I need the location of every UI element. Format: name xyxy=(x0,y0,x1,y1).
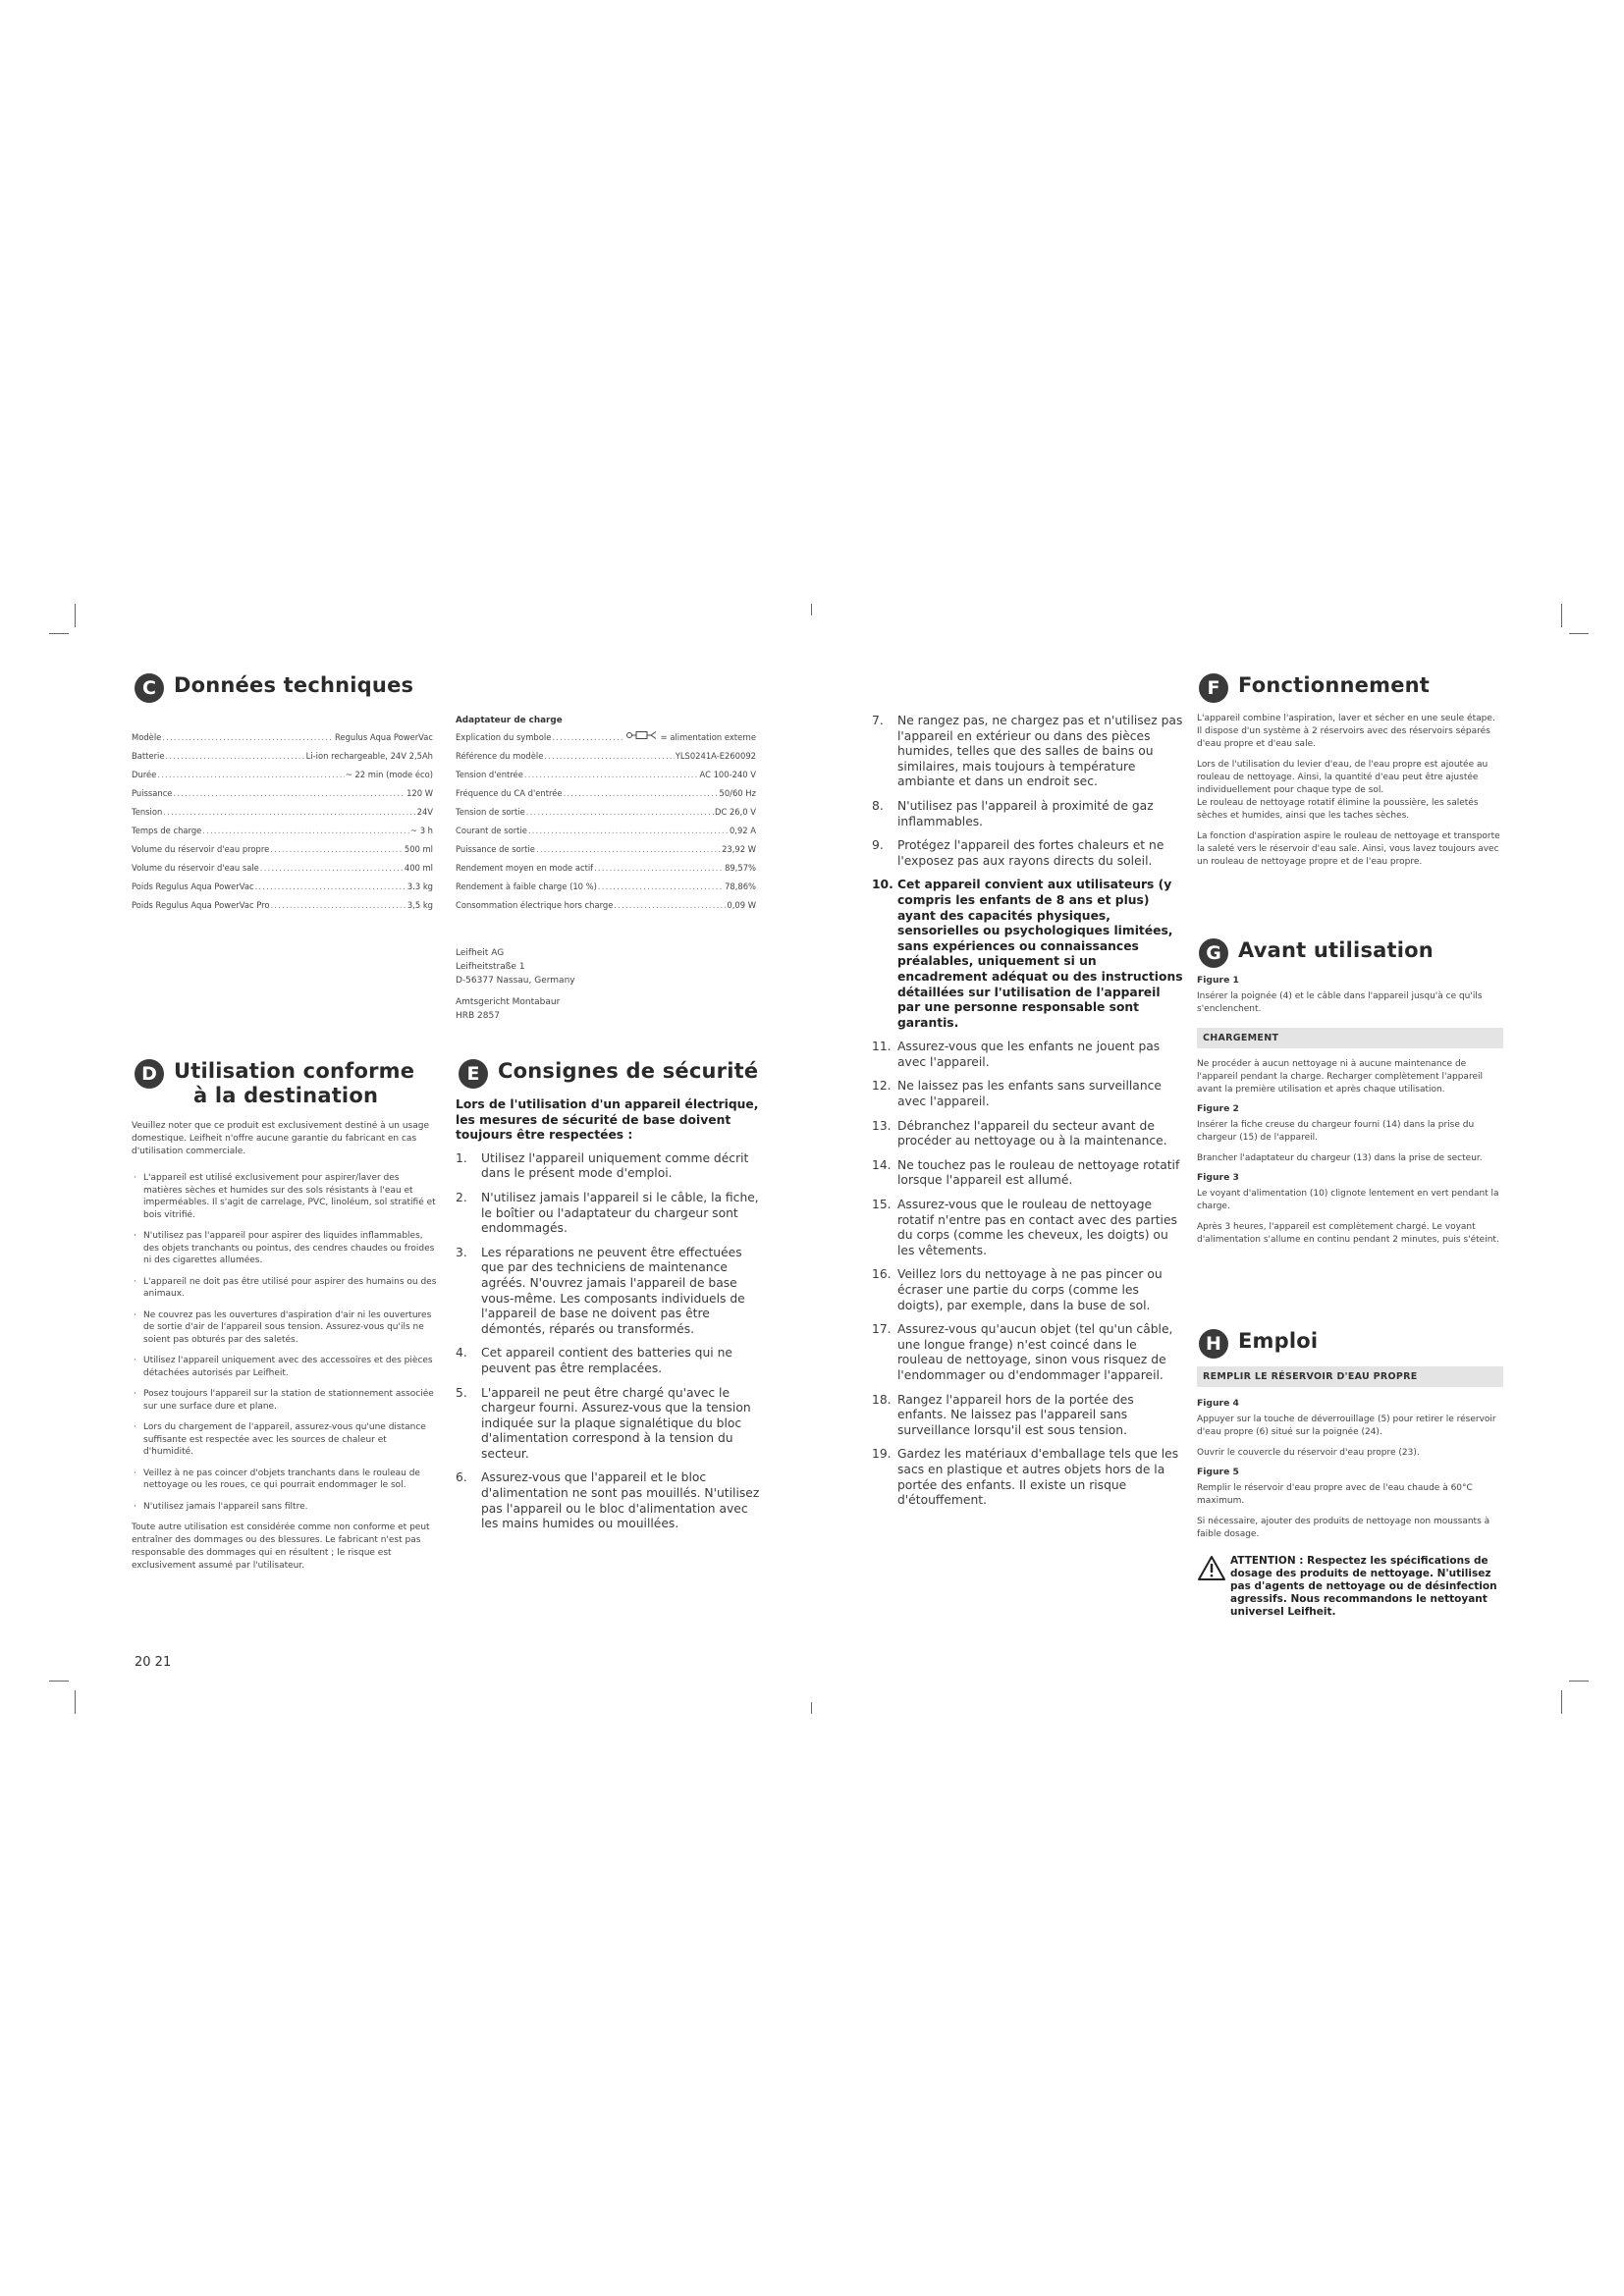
section-title: Consignes de sécurité xyxy=(498,1059,759,1083)
paragraph: Ne procéder à aucun nettoyage ni à aucune maintenance de l'appareil pendant la charge. Recharger complètement l'appareil avant la première utilisation et après chaque utilisation. xyxy=(1197,1059,1483,1095)
section-badge: C xyxy=(135,673,164,703)
paragraph: Appuyer sur la touche de déverrouillage (5) pour retirer le réservoir d'eau propre (6) situé sur la poignée (24). xyxy=(1197,1415,1496,1437)
external-power-symbol-icon xyxy=(625,728,659,747)
crop-mark xyxy=(75,1690,76,1714)
list-item: 14. Ne touchez pas le rouleau de nettoyage rotatif lorsque l'appareil est allumé. xyxy=(872,1157,1180,1188)
list-item: 19. Gardez les matériaux d'emballage tels que les sacs en plastique et autres objets hors de la portée des enfants. Il existe un risque d'étouffement. xyxy=(872,1447,1179,1508)
figure-label: Figure 5 xyxy=(1197,1467,1239,1477)
list-item: 9. Protégez l'appareil des fortes chaleurs et ne l'exposez pas aux rayons directs du soleil. xyxy=(872,838,1164,868)
section-badge: G xyxy=(1199,938,1228,968)
list-item: 8. N'utilisez pas l'appareil à proximité de gaz inflammables. xyxy=(872,798,1154,828)
list-item: · N'utilisez jamais l'appareil sans filtre. xyxy=(132,1501,438,1514)
warning-triangle-icon xyxy=(1197,1555,1230,1619)
spec-row: Temps de charge ..... ~ 3 h xyxy=(132,822,433,840)
page-numbers: 20 21 xyxy=(135,1655,172,1670)
list-item: 11. Assurez-vous que les enfants ne jouent pas avec l'appareil. xyxy=(872,1040,1161,1069)
subsection-bar: CHARGEMENT xyxy=(1197,1028,1503,1048)
paragraph: Lors de l'utilisation du levier d'eau, de l'eau propre est ajoutée au rouleau de nettoyage. Ainsi, la quantité d'eau peut être ajustée individuellement pour chaque type de sol. xyxy=(1197,760,1489,795)
section-badge: D xyxy=(135,1059,164,1089)
crop-mark xyxy=(1569,1681,1589,1682)
section-badge: E xyxy=(459,1059,488,1089)
spec-row: Poids Regulus Aqua PowerVac ..... 3.3 kg xyxy=(132,878,433,896)
crop-mark xyxy=(49,1681,69,1682)
spec-row: Volume du réservoir d'eau propre ..... 500 ml xyxy=(132,840,433,859)
figure-label: Figure 2 xyxy=(1197,1103,1239,1114)
section-d-heading xyxy=(135,1059,414,1108)
spec-row: Batterie ..... Li-ion rechargeable, 24V 2,5Ah xyxy=(132,747,433,766)
paragraph: Insérer la poignée (4) et le câble dans l'appareil jusqu'à ce qu'ils s'enclenchent. xyxy=(1197,991,1483,1014)
section-title: Données techniques xyxy=(174,673,414,697)
paragraph: Brancher l'adaptateur du chargeur (13) dans la prise de secteur. xyxy=(1197,1153,1483,1163)
paragraph: L'appareil combine l'aspiration, laver et sécher en une seule étape. Il dispose d'un système à 2 réservoirs avec des réservoirs séparés d'eau propre et d'eau sale. xyxy=(1197,714,1495,749)
section-g-body xyxy=(1197,974,1503,1255)
adapter-row: Fréquence du CA d'entrée ..... 50/60 Hz xyxy=(456,784,756,803)
crop-mark xyxy=(811,1702,812,1714)
crop-mark xyxy=(75,604,76,627)
adapter-row: Rendement moyen en mode actif ..... 89,57% xyxy=(456,859,756,878)
spec-row: Volume du réservoir d'eau sale ..... 400 ml xyxy=(132,859,433,878)
adapter-row: Consommation électrique hors charge ..... 0,09 W xyxy=(456,896,756,915)
adapter-row: Référence du modèle ..... YLS0241A-E260092 xyxy=(456,747,756,766)
crop-mark xyxy=(49,633,69,634)
paragraph: Le voyant d'alimentation (10) clignote lentement en vert pendant la charge. xyxy=(1197,1189,1499,1211)
safety-list-continued xyxy=(872,714,1184,1509)
adapter-row: Rendement à faible charge (10 %) ..... 78,86% xyxy=(456,878,756,896)
paragraph: Le rouleau de nettoyage rotatif élimine la poussière, les saletés sèches et humides, ainsi que les taches sèches. xyxy=(1197,798,1479,821)
paragraph: Remplir le réservoir d'eau propre avec de l'eau chaude à 60°C maximum. xyxy=(1197,1483,1473,1506)
list-item: 4. Cet appareil contient des batteries qui ne peuvent pas être remplacées. xyxy=(456,1346,732,1375)
section-d-body xyxy=(132,1120,438,1580)
warning-text: ATTENTION : Respectez les spécifications de dosage des produits de nettoyage. N'utilisez pas d'agents de nettoyage ou de désinfection agressifs. Nous recommandons le nettoyant universel Leifheit. xyxy=(1230,1555,1497,1618)
list-item: 6. Assurez-vous que l'appareil et le bloc d'alimentation ne sont pas mouillés. N'utilisez pas l'appareil ou le bloc d'alimentation avec les mains humides ou mouillées. xyxy=(456,1470,760,1531)
list-item: 12. Ne laissez pas les enfants sans surveillance avec l'appareil. xyxy=(872,1079,1162,1109)
adapter-row: Puissance de sortie ..... 23,92 W xyxy=(456,840,756,859)
section-c-heading xyxy=(135,673,413,703)
subsection-bar: REMPLIR LE RÉSERVOIR D'EAU PROPRE xyxy=(1197,1366,1503,1387)
list-item: 7. Ne rangez pas, ne chargez pas et n'utilisez pas l'appareil en extérieur ou dans des pièces humides, telles que des salles de bains ou similaires, mais toujours à température ambiante et dans un endroit sec. xyxy=(872,714,1183,789)
company-address: Leifheit AG Leifheitstraße 1 D-56377 Nassau, Germany Amtsgericht Montabaur HRB 2857 xyxy=(456,948,575,1021)
list-item: 15. Assurez-vous que le rouleau de nettoyage rotatif n'entre pas en contact avec des parties du corps (comme les cheveux, les doigts) ou les vêtements. xyxy=(872,1198,1177,1257)
section-title: à la destination xyxy=(193,1084,379,1107)
section-e-body xyxy=(456,1097,768,1541)
section-title: Fonctionnement xyxy=(1238,673,1431,697)
section-badge: F xyxy=(1199,673,1228,703)
adapter-row: Tension de sortie ..... DC 26,0 V xyxy=(456,803,756,822)
section-g-heading xyxy=(1199,938,1434,968)
list-item: · L'appareil est utilisé exclusivement pour aspirer/laver des matières sèches et humides sur des sols résistants à l'eau et imperméables. Il s'agit de carrelage, PVC, linoléum, sol stratifié et bois vitrifié. xyxy=(132,1172,438,1221)
list-item: 5. L'appareil ne peut être chargé qu'avec le chargeur fourni. Assurez-vous que la tension indiquée sur la plaque signalétique du bloc d'alimentation correspond à la tension du secteur. xyxy=(456,1385,751,1461)
adapter-heading: Adaptateur de charge xyxy=(456,716,563,725)
section-e-continued xyxy=(872,714,1184,1518)
warning-notice xyxy=(1197,1555,1503,1619)
adapter-row: Explication du symbole ..... = alimentation externe xyxy=(456,728,756,747)
crop-mark xyxy=(1561,1690,1562,1714)
spec-row: Puissance ..... 120 W xyxy=(132,784,433,803)
list-item: · Utilisez l'appareil uniquement avec des accessoires et des pièces détachées autorisés par Leifheit. xyxy=(132,1355,438,1379)
adapter-table xyxy=(456,713,756,915)
section-title: Emploi xyxy=(1238,1329,1319,1353)
section-e-heading xyxy=(459,1059,758,1089)
paragraph: La fonction d'aspiration aspire le rouleau de nettoyage et transporte la saleté vers le réservoir d'eau sale. Ainsi, vous lavez toujours avec un rouleau de nettoyage propre et de l'eau propre. xyxy=(1197,831,1500,867)
safety-intro: Lors de l'utilisation d'un appareil électrique, les mesures de sécurité de base doivent toujours être respectées : xyxy=(456,1097,759,1143)
paragraph: Veuillez noter que ce produit est exclusivement destiné à un usage domestique. Leifheit n'offre aucune garantie du fabricant en cas d'utilisation commerciale. xyxy=(132,1121,429,1156)
spec-row: Modèle ..... Regulus Aqua PowerVac xyxy=(132,728,433,747)
spec-row: Poids Regulus Aqua PowerVac Pro ..... 3,5 kg xyxy=(132,896,433,915)
paragraph: Après 3 heures, l'appareil est complètement chargé. Le voyant d'alimentation s'allume en continu pendant 2 minutes, puis s'éteint. xyxy=(1197,1222,1499,1245)
list-item: 18. Rangez l'appareil hors de la portée des enfants. Ne laissez pas l'appareil sans surveillance lorsqu'il est sous tension. xyxy=(872,1392,1134,1437)
section-title: Utilisation conforme xyxy=(174,1059,415,1083)
paragraph: Insérer la fiche creuse du chargeur fourni (14) dans la prise du chargeur (15) de l'appareil. xyxy=(1197,1120,1475,1143)
section-title: Avant utilisation xyxy=(1238,938,1434,962)
paragraph: Ouvrir le couvercle du réservoir d'eau propre (23). xyxy=(1197,1448,1420,1458)
list-item: 17. Assurez-vous qu'aucun objet (tel qu'un câble, une longue frange) n'est coincé dans le rouleau de nettoyage, sinon vous risquez de l'endommager ou d'endommager l'appareil. xyxy=(872,1322,1173,1382)
section-badge: H xyxy=(1199,1329,1228,1359)
adapter-row: Courant de sortie ..... 0,92 A xyxy=(456,822,756,840)
list-item: 1. Utilisez l'appareil uniquement comme décrit dans le présent mode d'emploi. xyxy=(456,1150,749,1181)
list-item: 13. Débranchez l'appareil du secteur avant de procéder au nettoyage ou à la maintenance. xyxy=(872,1118,1167,1148)
paragraph: Si nécessaire, ajouter des produits de nettoyage non moussants à faible dosage. xyxy=(1197,1517,1490,1539)
section-h-heading xyxy=(1199,1329,1318,1359)
crop-mark xyxy=(811,604,812,615)
crop-mark xyxy=(1561,604,1562,627)
specs-table xyxy=(132,728,433,915)
list-item: · Posez toujours l'appareil sur la station de stationnement associée sur une surface dure et plane. xyxy=(132,1388,438,1413)
bullet-list xyxy=(132,1172,438,1513)
list-item: · N'utilisez pas l'appareil pour aspirer des liquides inflammables, des objets tranchants ou pointus, des cendres chaudes ou froides ni des cigarettes allumées. xyxy=(132,1230,438,1267)
paragraph: Toute autre utilisation est considérée comme non conforme et peut entraîner des dommages ou des blessures. Le fabricant n'est pas responsable des dommages qui en résultent ; le risque est exclusivement assumé par l'utilisateur. xyxy=(132,1522,430,1571)
figure-label: Figure 1 xyxy=(1197,975,1239,986)
list-item: · Veillez à ne pas coincer d'objets tranchants dans le rouleau de nettoyage ou les roues, ce qui pourrait endommager le sol. xyxy=(132,1468,438,1492)
section-h-body xyxy=(1197,1366,1503,1619)
list-item: 10. Cet appareil convient aux utilisateurs (y compris les enfants de 8 ans et plus) ayant des capacités physiques, sensorielles ou psychologiques limitées, sans expériences ou connaissances préalables, uniquement si un encadrement adéquat ou des instructions détaillées sur l'utilisation de l'appareil par une personne responsable sont garantis. xyxy=(872,878,1183,1030)
spec-row: Durée ..... ~ 22 min (mode éco) xyxy=(132,766,433,784)
list-item: 2. N'utilisez jamais l'appareil si le câble, la fiche, le boîtier ou l'adaptateur du chargeur sont endommagés. xyxy=(456,1190,759,1236)
list-item: 3. Les réparations ne peuvent être effectuées que par des techniciens de maintenance agréés. N'ouvrez jamais l'appareil de base vous-même. Les composants individuels de l'appareil de base ne doivent pas être démontés, réparés ou transformés. xyxy=(456,1245,745,1336)
crop-mark xyxy=(1569,633,1589,634)
safety-list xyxy=(456,1151,768,1532)
list-item: · L'appareil ne doit pas être utilisé pour aspirer des humains ou des animaux. xyxy=(132,1276,438,1301)
adapter-row: Tension d'entrée ..... AC 100-240 V xyxy=(456,766,756,784)
section-f-body xyxy=(1197,713,1501,877)
list-item: · Ne couvrez pas les ouvertures d'aspiration d'air ni les ouvertures de sortie d'air de l'appareil sous tension. Assurez-vous qu'ils ne soient pas obturés par des saletés. xyxy=(132,1309,438,1347)
list-item: · Lors du chargement de l'appareil, assurez-vous qu'une distance suffisante est respectée avec les sources de chaleur et d'humidité. xyxy=(132,1421,438,1459)
spec-row: Tension ..... 24V xyxy=(132,803,433,822)
figure-label: Figure 3 xyxy=(1197,1172,1239,1183)
list-item: 16. Veillez lors du nettoyage à ne pas pincer ou écraser une partie du corps (comme les doigts), par exemple, dans la buse de sol. xyxy=(872,1267,1163,1312)
figure-label: Figure 4 xyxy=(1197,1398,1239,1409)
section-f-heading xyxy=(1199,673,1430,703)
